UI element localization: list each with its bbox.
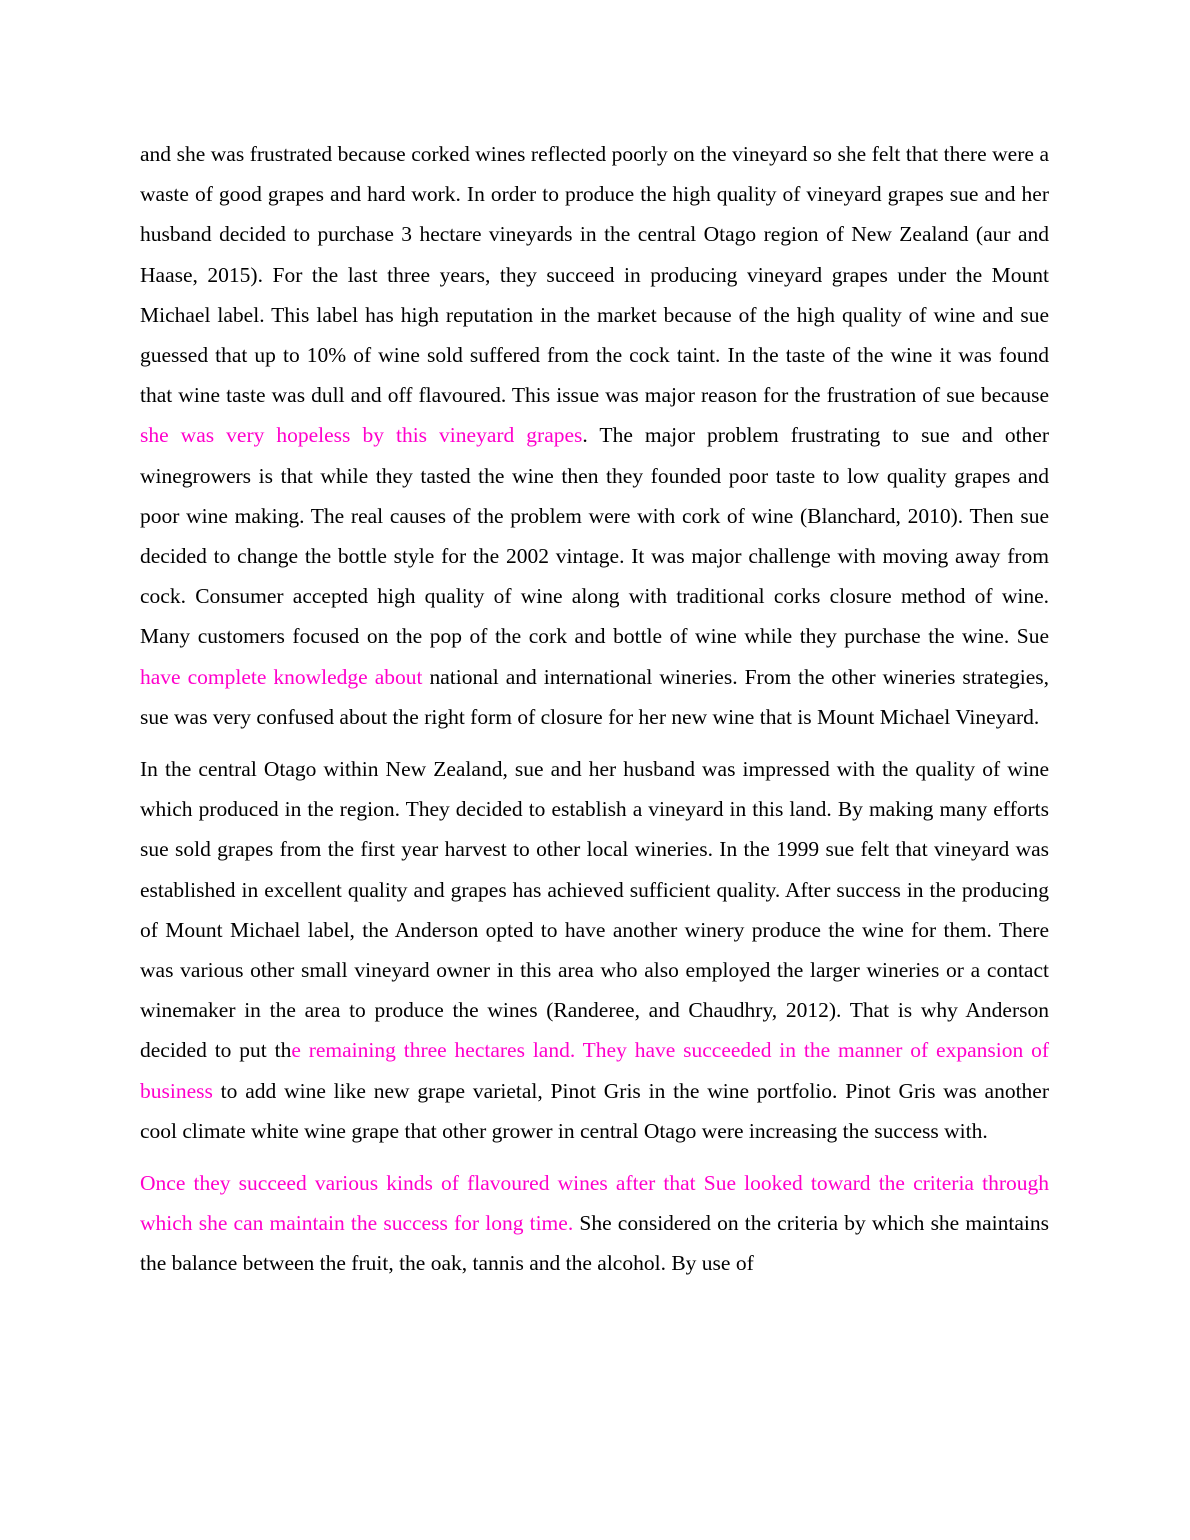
paragraph-1-highlight-1: she was very hopeless by this vineyard grapes — [140, 423, 583, 448]
paragraph-3-highlight-1: Once they succeed various kinds of flavoured wines after that Sue looked toward the criteria through which she can maintain the success for long time. — [140, 1171, 1049, 1236]
paragraph-3 — [140, 1163, 1049, 1284]
paragraph-1-text-2: . The major problem frustrating to sue and other winegrowers is that while they tasted the wine then they founded poor taste to low quality grapes and poor wine making. The real causes of the problem were with cork of wine (Blanchard, 2010). Then sue decided to change the bottle style for the 2002 vintage. It was major challenge with moving away from cock. Consumer accepted high quality of wine along with traditional corks closure method of wine. Many customers focused on the pop of the cork and bottle of wine while they purchase the wine. Sue — [140, 423, 1049, 649]
paragraph-2-text-2: to add wine like new grape varietal, Pinot Gris in the wine portfolio. Pinot Gris was another cool climate white wine grape that other grower in central Otago were increasing the success with. — [140, 1078, 1049, 1143]
paragraph-2-text-1: In the central Otago within New Zealand, sue and her husband was impressed with the quality of wine which produced in the region. They decided to establish a vineyard in this land. By making many efforts sue sold grapes from the first year harvest to other local wineries. In the 1999 sue felt that vineyard was established in excellent quality and grapes has achieved sufficient quality. After success in the producing of Mount Michael label, the Anderson opted to have another winery produce the wine for them. There was various other small vineyard owner in this area who also employed the larger wineries or a contact winemaker in the area to produce the wines (Randeree, and Chaudhry, 2012). That is why Anderson decided to put th — [140, 757, 1049, 1063]
paragraph-1-highlight-2: have complete knowledge about — [140, 664, 423, 689]
paragraph-2-highlight-1: e remaining three hectares land. They have succeeded in the manner of expansion of business — [140, 1038, 1049, 1103]
paragraph-1-text-3: national and international wineries. From the other wineries strategies, sue was very confused about the right form of closure for her new wine that is Mount Michael Vineyard. — [140, 664, 1049, 729]
paragraph-2 — [140, 749, 1049, 1151]
paragraph-3-text-1: She considered on the criteria by which she maintains the balance between the fruit, the oak, tannis and the alcohol. By use of — [140, 1211, 1049, 1276]
paragraph-1 — [140, 134, 1049, 737]
paragraph-1-text-1: and she was frustrated because corked wines reflected poorly on the vineyard so she felt that there were a waste of good grapes and hard work. In order to produce the high quality of vineyard grapes sue and her husband decided to purchase 3 hectare vineyards in the central Otago region of New Zealand (aur and Haase, 2015). For the last three years, they succeed in producing vineyard grapes under the Mount Michael label. This label has high reputation in the market because of the high quality of wine and sue guessed that up to 10% of wine sold suffered from the cock taint. In the taste of the wine it was found that wine taste was dull and off flavoured. This issue was major reason for the frustration of sue because — [140, 142, 1049, 408]
document-page — [140, 134, 1049, 1296]
